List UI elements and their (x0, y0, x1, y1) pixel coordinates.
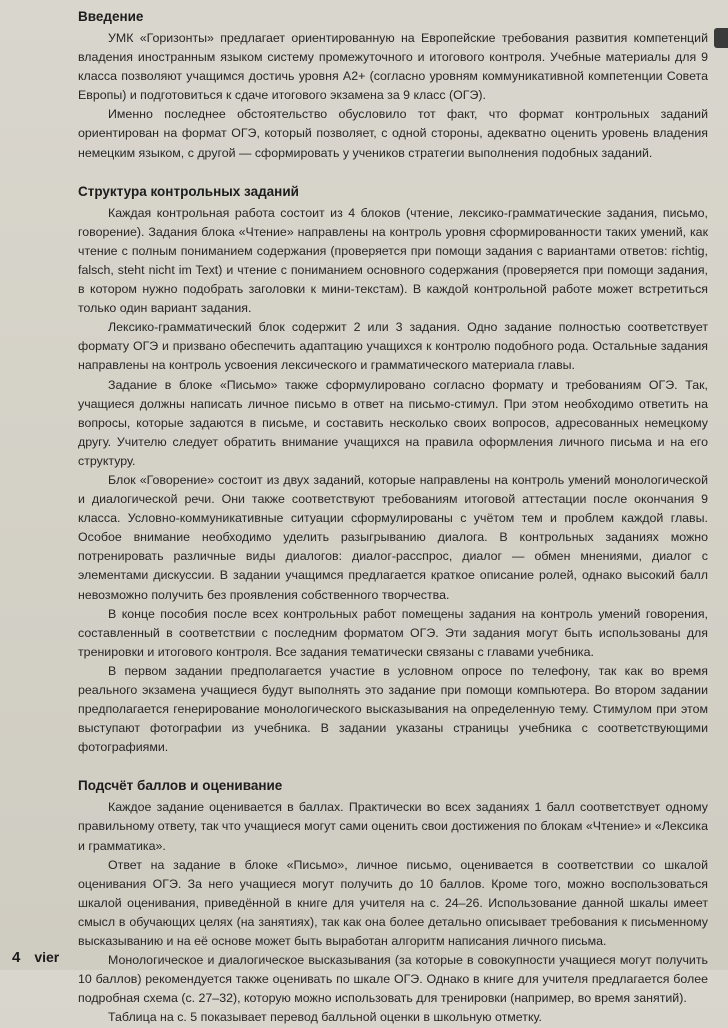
page-content (78, 8, 708, 1028)
paragraph: Таблица на с. 5 показывает перевод балльной оценки в школьную отметку. (108, 1010, 542, 1025)
paragraph: Ответ на задание в блоке «Письмо», личное письмо, оценивается в соответствии со шкалой оценивания ОГЭ. За него учащиеся могут получить до 10 баллов. Кроме того, можно воспользоваться шкалой оценивания, приведённой в книге для учителя на с. 24–26. Использование данной шкалы имеет смысл в обучающих целях (на занятиях), так как она более детально описывает требования к письменному высказыванию и на её основе может быть выработан алгоритм написания личного письма. (78, 857, 708, 949)
section-title-introduction: Введение (78, 9, 144, 24)
section-title-structure: Структура контрольных заданий (78, 183, 299, 199)
paragraph: Каждая контрольная работа состоит из 4 блоков (чтение, лексико-грамматические задания, письмо, говорение). Задания блока «Чтение» направлены на контроль уровня сформированности таких умений, как чтение с полным пониманием содержания (проверяется при помощи задания с вариантами ответов: richtig, falsch, steht nicht im Text) и чтение с пониманием основного содержания (проверяется при помощи задания, в котором нужно подобрать заголовки к мини-текстам). В каждой контрольной работе может встретиться только один вариант задания. (78, 205, 708, 316)
paragraph: Каждое задание оценивается в баллах. Практически во всех заданиях 1 балл соответствует одному правильному ответу, так что учащиеся могут сами оценить свои достижения по блокам «Чтение» и «Лексика и грамматика». (78, 800, 708, 853)
paragraph: В конце пособия после всех контрольных работ помещены задания на контроль умений говорения, составленный в соответствии с последним форматом ОГЭ. Эти задания могут быть использованы для тренировки и итогового контроля. Все задания тематически связаны с главами учебника. (78, 606, 708, 659)
paragraph: УМК «Горизонты» предлагает ориентированную на Европейские требования развития компетенций владения иностранным языком систему промежуточного и итогового контроля. Учебные материалы для 9 класса позволяют учащимся достичь уровня А2+ (согласно уровням коммуникативной компетенции Совета Европы) и подготовиться к сдаче итогового экзамена за 9 класс (ОГЭ). (78, 31, 708, 103)
page-number-word: vier (34, 949, 60, 965)
paragraph: Блок «Говорение» состоит из двух заданий, которые направлены на контроль умений монологической и диалогической речи. Они также соответствуют требованиям итоговой аттестации после окончания 9 класса. Условно-коммуникативные ситуации сформулированы с учётом тем и проблем каждой главы. Особое внимание необходимо уделить разыгрыванию диалога. В контрольных заданиях можно потренировать различные виды диалогов: диалог-расспрос, диалог — обмен мнениями, диалог с элементами дискуссии. В задании учащимся предлагается краткое описание ролей, однако высокий балл невозможно получить без проявления собственного творчества. (78, 472, 708, 602)
page-footer (12, 949, 59, 966)
paragraph: Задание в блоке «Письмо» также сформулировано согласно формату и требованиям ОГЭ. Так, учащиеся должны написать личное письмо в ответ на письмо-стимул. При этом необходимо ответить на вопросы, которые задаются в письме, и составить несколько своих вопросов, адресованных немецкому другу. Учителю следует обратить внимание учащихся на правила оформления личного письма и на его структуру. (78, 377, 708, 468)
paragraph: Именно последнее обстоятельство обусловило тот факт, что формат контрольных заданий ориентирован на формат ОГЭ, который позволяет, с одной стороны, адекватно оценить уровень владения немецким языком, с другой — сформировать у учеников стратегии выполнения подобных заданий. (78, 107, 708, 160)
page-number: 4 (12, 949, 21, 966)
page-edge-tab (714, 28, 728, 48)
section-title-scoring: Подсчёт баллов и оценивание (78, 778, 283, 794)
paragraph: В первом задании предполагается участие в условном опросе по телефону, так как во время реального экзамена учащиеся будут выполнять это задание при помощи компьютера. Во втором задании предполагается генерирование монологического высказывания на определенную тему. Стимулом при этом выступают фотографии из учебника. В задании указаны страницы учебника с соответствующими фотографиями. (78, 663, 708, 755)
paragraph: Монологическое и диалогическое высказывания (за которые в совокупности учащиеся могут получить 10 баллов) рекомендуется также оценивать по шкале ОГЭ. Однако в книге для учителя предлагается более подробная схема (с. 27–32), которую можно использовать для тренировки (например, во время занятий). (78, 953, 708, 1006)
paragraph: Лексико-грамматический блок содержит 2 или 3 задания. Одно задание полностью соответствует формату ОГЭ и призвано обеспечить адаптацию учащихся к контролю подобного рода. Остальные задания направлены на контроль усвоения лексического и грамматического материала главы. (78, 320, 708, 373)
